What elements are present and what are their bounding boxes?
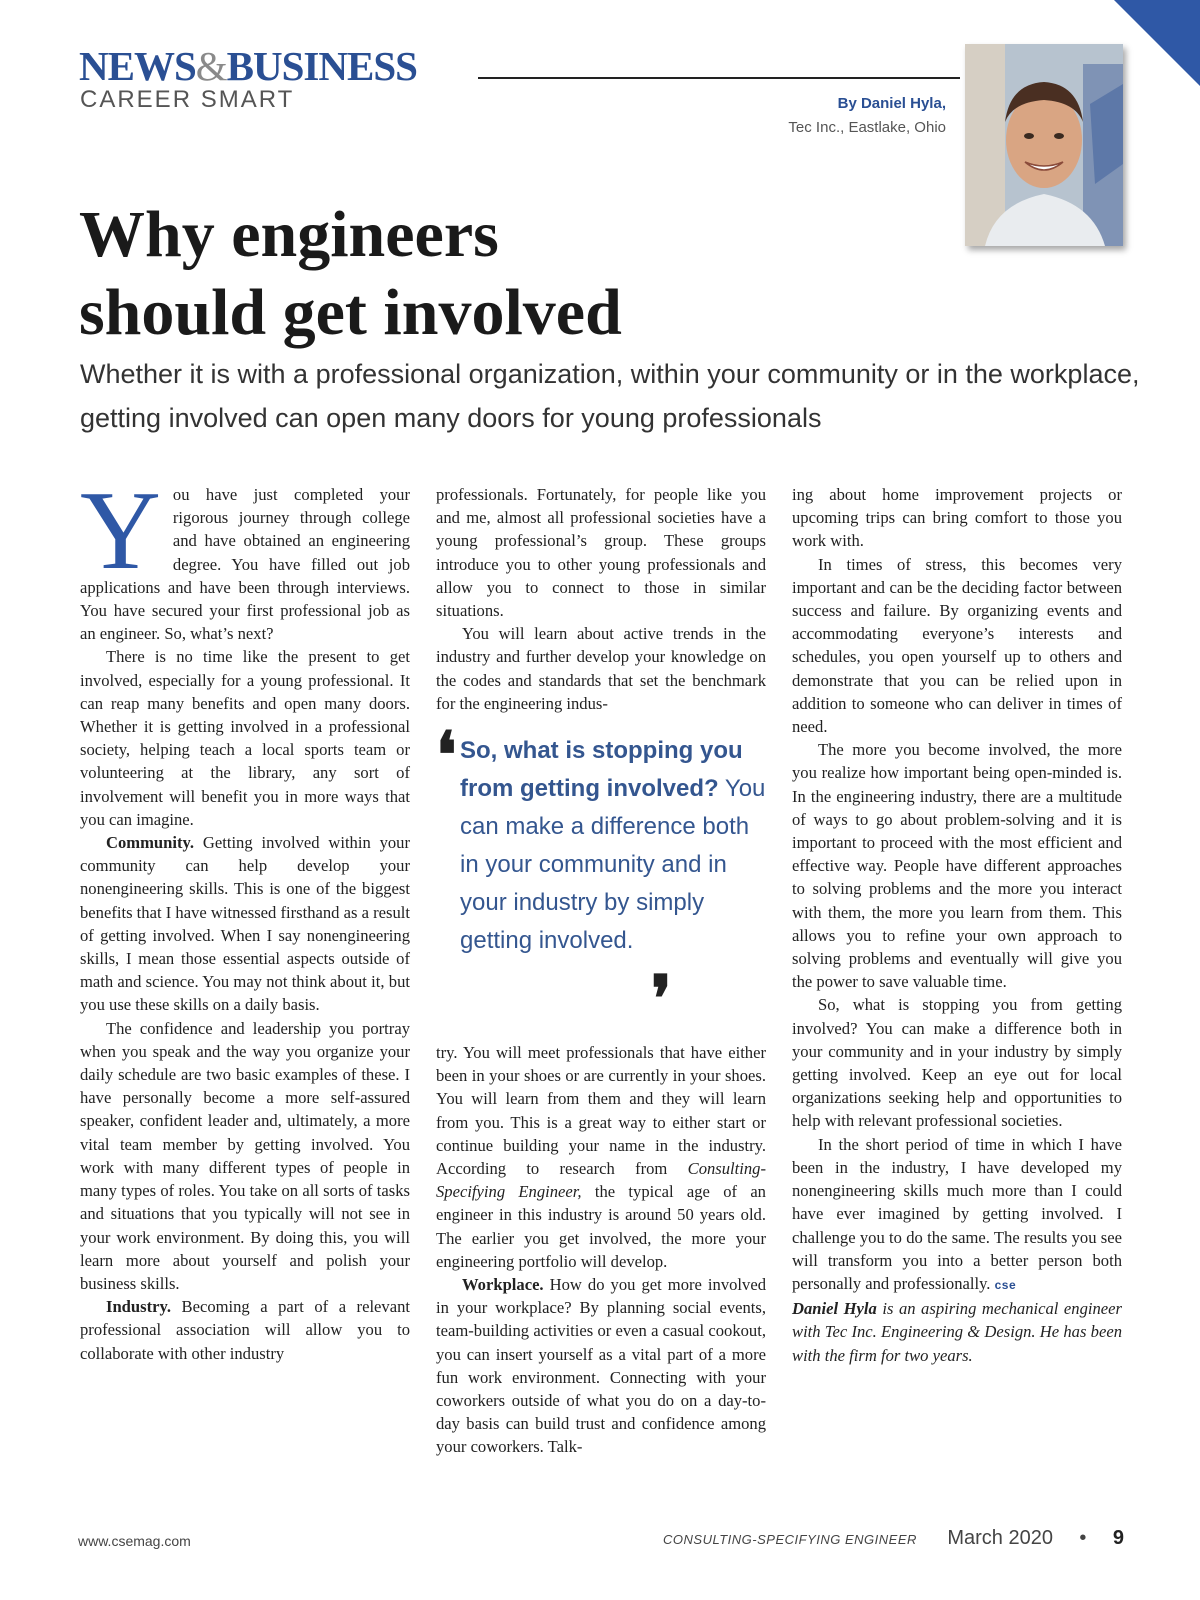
paragraph: try. You will meet professionals that have either been in your shoes or are currently in your shoes. You will learn from them and they will learn from you. This is a great way to either start or continue building your name in the industry. According to research from Consulting-Specifying Engineer, the typical age of an engineer in this industry is around 50 years old. The earlier you get involved, the more your engineering portfolio will develop.	[436, 1043, 766, 1271]
paragraph: The confidence and leadership you portray when you speak and the way you organize your daily schedule are two basic examples of these. I have personally become a more self-assured speaker, confident leader and, ultimately, a more vital team member by getting involved. You work with many different types of people in many types of roles. You take on all sorts of tasks and situations that you typically will not see in your work environment. By doing this, you will learn more about yourself and polish your business skills.	[80, 1018, 410, 1293]
headline	[79, 196, 839, 352]
author-bio: Daniel Hyla is an aspiring mechanical engineer with Tec Inc. Engineering & Design. He has been with the firm for two years.	[792, 1299, 1122, 1365]
page-number: 9	[1112, 1527, 1124, 1549]
author-photo	[965, 44, 1123, 246]
open-quote-icon: ❛	[436, 720, 457, 791]
paragraph: In times of stress, this becomes very important and can be the deciding factor between success and failure. By organizing events and accommodating everyone’s interests and schedules, you open yourself up to others and demonstrate that you can be relied upon in addition to someone who can deliver in times of need.	[792, 554, 1122, 737]
paragraph: You will learn about active trends in the industry and further develop your knowledge on the codes and standards that set the benchmark for the engineering indus-	[436, 624, 766, 713]
deck: Whether it is with a professional organization, within your community or in the workplace, getting involved can open many doors for young professionals	[80, 359, 1140, 433]
byline	[788, 92, 946, 140]
footer-url[interactable]: www.csemag.com	[78, 1533, 191, 1549]
pull-quote	[436, 720, 766, 1035]
footer-date: March 2020	[947, 1527, 1053, 1549]
corner-accent	[1114, 0, 1200, 86]
pull-quote-text: So, what is stopping you from getting involved? You can make a difference both in your community and in your industry by simply getting involved.	[460, 737, 766, 954]
article-column-2-bottom	[436, 1041, 766, 1459]
drop-cap: Y	[80, 469, 161, 593]
paragraph: Workplace. How do you get more involved in your workplace? By planning social events, team-building activities or even a casual cookout, you can insert yourself as a vital part of a more fun work environment. Connecting with your coworkers outside of what you do on a day-to-day basis can build trust and confidence among your coworkers. Talk-	[436, 1275, 766, 1457]
paragraph-lead: Community.	[106, 833, 195, 853]
paragraph: ou have just completed your rigorous journey through college and have obtained an engineering degree. You have filled out job applications and have been through interviews. You have secured your first professional job as an engineer. So, what’s next?	[80, 485, 410, 644]
paragraph: In the short period of time in which I have been in the industry, I have developed my nonengineering skills much more than I could have ever imagined by getting involved. I challenge you to do the same. The results you see will transform you into a better person both personally and professionally. cse	[792, 1134, 1122, 1293]
section-subtitle: CAREER SMART	[80, 86, 295, 113]
paragraph-lead: Industry.	[106, 1297, 172, 1317]
end-mark-icon: cse	[994, 1277, 1017, 1292]
paragraph: Industry. Becoming a part of a relevant professional association will allow you to collaborate with other industry	[80, 1297, 410, 1363]
paragraph: professionals. Fortunately, for people like you and me, almost all professional societies have a young professional’s group. These groups introduce you to other young professionals and allow you to connect to those in similar situations.	[436, 485, 766, 621]
paragraph: ing about home improvement projects or upcoming trips can bring comfort to those you work with.	[792, 485, 1122, 551]
byline-author: By Daniel Hyla,	[837, 95, 946, 112]
article-column-1	[80, 469, 410, 1365]
footer-bullet: •	[1079, 1527, 1087, 1549]
headline-line2: should get involved	[79, 276, 622, 349]
headline-line1: Why engineers	[79, 198, 499, 271]
section-title: NEWS&BUSINESS	[79, 43, 417, 89]
footer-info	[663, 1527, 1124, 1550]
byline-organization: Tec Inc., Eastlake, Ohio	[788, 119, 946, 136]
article-column-2-top	[436, 483, 766, 715]
paragraph: There is no time like the present to get involved, especially for a young professional. It can reap many benefits and open many doors. Whether it is getting involved in a professional society, helping teach a local sports team or volunteering at the library, any sort of involvement will benefit you in more ways that you can imagine.	[80, 647, 410, 829]
footer-magazine: CONSULTING-SPECIFYING ENGINEER	[663, 1532, 917, 1547]
section-rule	[478, 77, 960, 79]
paragraph: The more you become involved, the more you realize how important being open-minded is. In the engineering industry, there are a multitude of ways to go about problem-solving and it is important to proceed with the most efficient and effective way. People have different approaches to solving problems and the more you interact with them, the more you learn from them. This allows you to refine your own approach to solving problems and eventually will give you the power to save valuable time.	[792, 740, 1122, 992]
close-quote-icon: ❜	[651, 964, 672, 1035]
paragraph: Community. Getting involved within your community can help develop your nonengineering skills. This is one of the biggest benefits that I have witnessed firsthand as a result of getting involved. When I say nonengineering skills, I mean those essential aspects outside of math and science. You may not think about it, but you use these skills on a daily basis.	[80, 833, 410, 1015]
paragraph: So, what is stopping you from getting involved? You can make a difference both in your community and in your industry by simply getting involved. Keep an eye out for local organizations seeking help and opportunities to help with relevant professional societies.	[792, 995, 1122, 1131]
article-column-3	[792, 483, 1122, 1367]
paragraph-lead: Workplace.	[462, 1275, 544, 1295]
